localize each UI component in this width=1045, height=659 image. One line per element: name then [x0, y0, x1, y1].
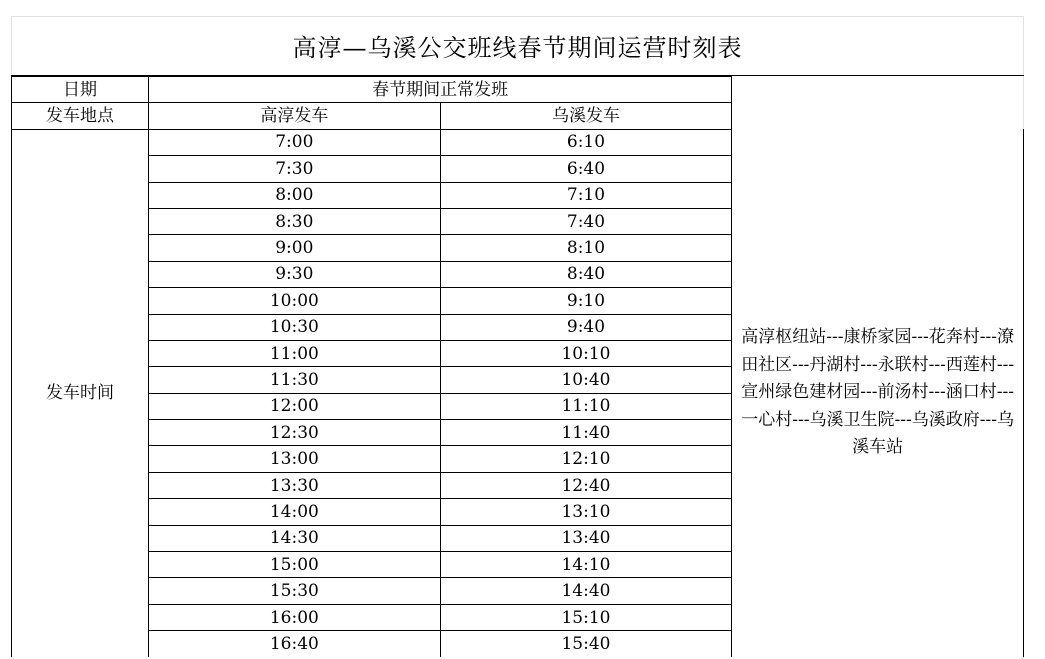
wuxi-departure-time: 15:40	[440, 631, 732, 657]
gaochun-departure-time: 8:30	[149, 208, 441, 234]
wuxi-departure-time: 10:10	[440, 340, 732, 366]
gaochun-departure-time: 14:30	[149, 525, 441, 551]
gaochun-departure-time: 11:30	[149, 367, 441, 393]
page-title: 高淳—乌溪公交班线春节期间运营时刻表	[11, 16, 1024, 76]
wuxi-departure-time: 7:40	[440, 208, 732, 234]
gaochun-departure-time: 11:00	[149, 340, 441, 366]
wuxi-departure-time: 6:10	[440, 129, 732, 155]
wuxi-departure-time: 11:40	[440, 420, 732, 446]
date-label: 日期	[12, 77, 149, 103]
column-header-wuxi: 乌溪发车	[440, 103, 732, 129]
wuxi-departure-time: 6:40	[440, 156, 732, 182]
wuxi-departure-time: 7:10	[440, 182, 732, 208]
header-row-date	[12, 77, 1024, 103]
route-spacer	[732, 103, 1024, 129]
gaochun-departure-time: 14:00	[149, 499, 441, 525]
gaochun-departure-time: 7:00	[149, 129, 441, 155]
wuxi-departure-time: 9:40	[440, 314, 732, 340]
gaochun-departure-time: 10:30	[149, 314, 441, 340]
wuxi-departure-time: 12:40	[440, 472, 732, 498]
gaochun-departure-time: 16:00	[149, 604, 441, 630]
departure-time-label: 发车时间	[12, 129, 149, 656]
wuxi-departure-time: 8:10	[440, 235, 732, 261]
wuxi-departure-time: 13:40	[440, 525, 732, 551]
wuxi-departure-time: 9:10	[440, 288, 732, 314]
gaochun-departure-time: 8:00	[149, 182, 441, 208]
wuxi-departure-time: 14:40	[440, 578, 732, 604]
column-header-gaochun: 高淳发车	[149, 103, 441, 129]
wuxi-departure-time: 11:10	[440, 393, 732, 419]
header-row-location	[12, 103, 1024, 129]
wuxi-departure-time: 13:10	[440, 499, 732, 525]
wuxi-departure-time: 8:40	[440, 261, 732, 287]
gaochun-departure-time: 9:30	[149, 261, 441, 287]
route-stops: 高淳枢纽站---康桥家园---花奔村---潦田社区---丹湖村---永联村---西莲村---宣州绿色建材园---前汤村---涵口村---一心村---乌溪卫生院---乌溪政府---乌溪车站	[732, 129, 1024, 656]
gaochun-departure-time: 9:00	[149, 235, 441, 261]
gaochun-departure-time: 12:00	[149, 393, 441, 419]
period-label: 春节期间正常发班	[149, 77, 732, 103]
wuxi-departure-time: 15:10	[440, 604, 732, 630]
gaochun-departure-time: 15:30	[149, 578, 441, 604]
wuxi-departure-time: 14:10	[440, 552, 732, 578]
wuxi-departure-time: 12:10	[440, 446, 732, 472]
wuxi-departure-time: 10:40	[440, 367, 732, 393]
gaochun-departure-time: 13:30	[149, 472, 441, 498]
gaochun-departure-time: 13:00	[149, 446, 441, 472]
location-label: 发车地点	[12, 103, 149, 129]
table-row	[12, 129, 1024, 155]
gaochun-departure-time: 10:00	[149, 288, 441, 314]
gaochun-departure-time: 12:30	[149, 420, 441, 446]
timetable	[11, 76, 1024, 657]
gaochun-departure-time: 7:30	[149, 156, 441, 182]
gaochun-departure-time: 15:00	[149, 552, 441, 578]
route-spacer	[732, 77, 1024, 103]
gaochun-departure-time: 16:40	[149, 631, 441, 657]
